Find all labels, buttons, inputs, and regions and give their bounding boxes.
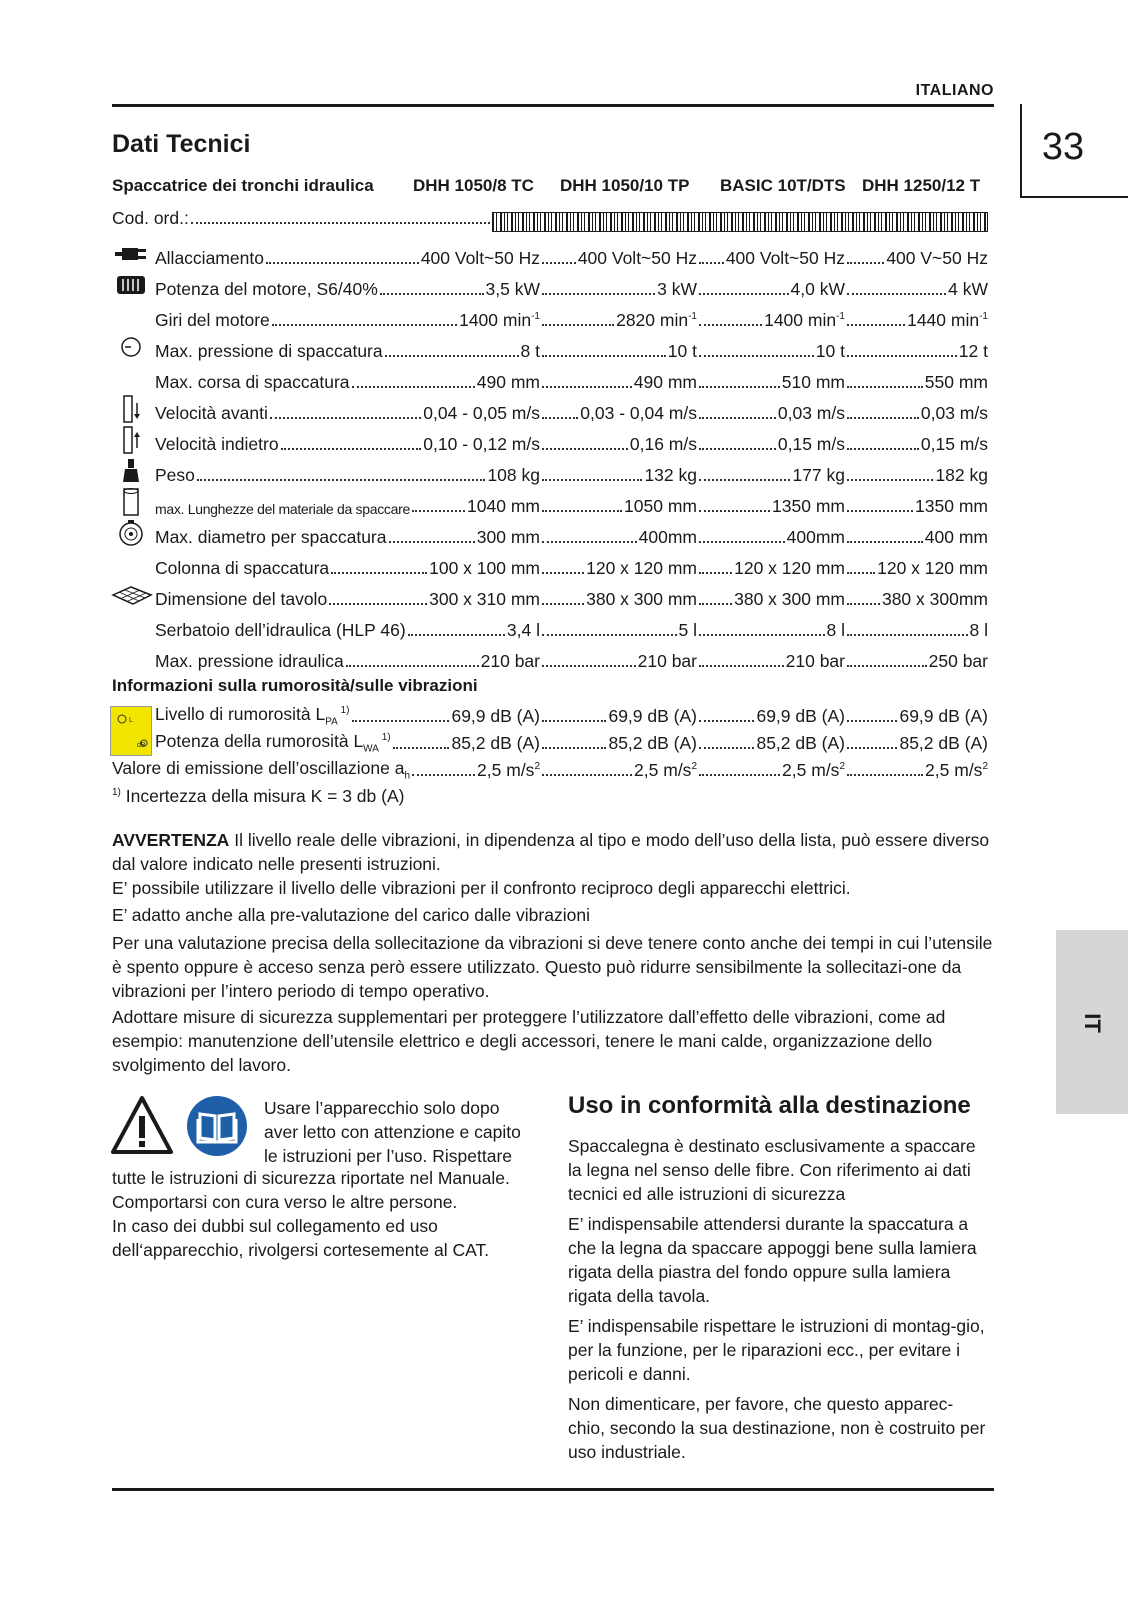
intended-use-paragraph-4: Non dimenticare, per favore, che questo apparec-chio, secondo la sua destinazione, non è costruito per uso industriale.: [568, 1394, 986, 1462]
spec-value: 3,4 l: [506, 620, 540, 640]
spec-value: 400mm: [786, 527, 845, 547]
noise-label: Valore di emissione dell’oscillazione $a_h$: [112, 757, 411, 781]
spec-value: 210 bar: [480, 651, 540, 671]
noise-value: 2,5 $m/s^2$: [477, 760, 540, 780]
spec-row: [0, 362, 1128, 393]
spec-label: Velocità avanti: [155, 403, 268, 423]
spec-label: Serbatoio dell’idraulica (HLP 46): [155, 620, 406, 640]
model-header-3: BASIC 10T/DTS: [720, 176, 846, 195]
noise-value: 85,2 dB (A): [608, 733, 697, 753]
noise-value: 85,2 dB (A): [451, 733, 540, 753]
spec-row: [0, 269, 1128, 300]
spec-value: 8 t: [520, 341, 540, 361]
spec-value: 400 Volt~50 Hz: [577, 248, 697, 268]
warning-paragraph-3: E’ adatto anche alla pre-valutazione del carico dalle vibrazioni: [112, 905, 590, 925]
noise-row: [0, 754, 1128, 781]
spec-value: 400 Volt~50 Hz: [420, 248, 540, 268]
spec-value: 108 kg: [487, 465, 540, 485]
spec-value: 210 bar: [637, 651, 697, 671]
intended-use-paragraph-3: E’ indispensabile rispettare le istruzioni di montag-gio, per la funzione, per le riparazioni ecc., per evitare i pericoli e danni.: [568, 1316, 985, 1384]
spec-value: 177 kg: [792, 465, 845, 485]
gauge-icon: [108, 331, 154, 362]
spec-value: 1400 $\min^{-1}$: [764, 310, 845, 330]
spec-row: [0, 486, 1128, 517]
spec-value: 0,10 - 0,12 m/s: [423, 434, 540, 454]
spec-value: 1440 $\min^{-1}$: [907, 310, 988, 330]
spec-value: 300 x 310 mm: [429, 589, 540, 609]
spec-value: 182 kg: [935, 465, 988, 485]
spec-value: 0,03 m/s: [777, 403, 845, 423]
spec-value: 400 V~50 Hz: [886, 248, 988, 268]
read-manual-icon: [186, 1095, 248, 1157]
noise-value: 2,5 $m/s^2$: [634, 760, 697, 780]
spec-row: [0, 393, 1128, 424]
warning-triangle-icon: [110, 1094, 174, 1156]
spec-label: Max. diametro per spaccatura: [155, 527, 387, 547]
manual-note-intro: Usare l’apparecchio solo dopo aver letto con attenzione e capito le istruzioni per l’uso. Rispettare: [264, 1098, 521, 1166]
spec-row: [0, 331, 1128, 362]
spec-value: 1350 mm: [915, 496, 988, 516]
warning-paragraph-5: Adottare misure di sicurezza supplementari per proteggere l’utilizzatore dall’effetto delle vibrazioni, come ad esempio: manutenzione dell’utensile elettrico e degli accessori, tenere le mani calde, organizzazione dello svolgimento del lavoro.: [112, 1007, 946, 1075]
weight-icon: [108, 455, 154, 486]
manual-note-body: tutte le istruzioni di sicurezza riportate nel Manuale. Comportarsi con cura verso le altre persone. In caso dei dubbi sul collegamento ed uso dell‘apparecchio, rivolgersi cortesemente al CAT.: [112, 1168, 510, 1260]
spec-value: 0,04 - 0,05 m/s: [423, 403, 540, 423]
spec-value: 8 l: [826, 620, 845, 640]
spec-value: 250 bar: [928, 651, 988, 671]
spec-value: 0,16 m/s: [629, 434, 697, 454]
log-length-icon: [108, 486, 154, 517]
spec-row: [0, 455, 1128, 486]
spec-value: 400 mm: [924, 527, 988, 547]
spec-value: 12 t: [958, 341, 988, 361]
noise-value: 2,5 $m/s^2$: [782, 760, 845, 780]
spec-value: 300 mm: [476, 527, 540, 547]
spec-label: max. Lunghezze del materiale da spaccare: [155, 501, 410, 517]
product-label: Spaccatrice dei tronchi idraulica: [112, 176, 374, 195]
spec-value: 1400 $\min^{-1}$: [459, 310, 540, 330]
plug-icon: [108, 238, 154, 269]
spec-label: Velocità indietro: [155, 434, 279, 454]
header-rule: [112, 104, 994, 107]
spec-value: 4,0 kW: [790, 279, 845, 299]
spec-value: 10 t: [667, 341, 697, 361]
spec-value: 380 x 300 mm: [586, 589, 697, 609]
noise-label: Potenza della rumorosità $L_{WA}$ $^{1)}$: [155, 730, 391, 754]
log-diameter-icon: [108, 517, 154, 548]
noise-value: 69,9 dB (A): [899, 706, 988, 726]
spec-label: Max. pressione idraulica: [155, 651, 344, 671]
page-number: 33: [1041, 126, 1085, 168]
warning-paragraph-2: E’ possibile utilizzare il livello delle vibrazioni per il confronto reciproco degli apparecchi elettrici.: [112, 878, 851, 898]
page-title: Dati Tecnici: [112, 130, 251, 158]
spec-value: 132 kg: [644, 465, 697, 485]
language-label: ITALIANO: [915, 82, 994, 99]
spec-value: 400 Volt~50 Hz: [725, 248, 845, 268]
noise-value: 85,2 dB (A): [756, 733, 845, 753]
warning-label: AVVERTENZA: [112, 830, 230, 850]
spec-row: [0, 300, 1128, 331]
language-side-tab-label: IT: [1080, 1013, 1105, 1033]
spec-value: 10 t: [815, 341, 845, 361]
spec-row: [0, 641, 1128, 672]
spec-label: Dimensione del tavolo: [155, 589, 328, 609]
arrow-down-icon: [108, 393, 154, 424]
noise-heading: Informazioni sulla rumorosità/sulle vibrazioni: [112, 676, 478, 695]
warning-paragraph-1: AVVERTENZA Il livello reale delle vibrazioni, in dipendenza al tipo e modo dell’uso della lista, può essere diverso dal valore indicato nelle presenti istruzioni.: [112, 830, 990, 874]
spec-label: Max. pressione di spaccatura: [155, 341, 383, 361]
footer-rule: [112, 1488, 994, 1491]
noise-value: 69,9 dB (A): [451, 706, 540, 726]
order-code-barcode: [492, 212, 988, 232]
cod-ord-label: Cod. ord.:: [112, 208, 189, 228]
spec-value: 1040 mm: [467, 496, 540, 516]
spec-value: 3,5 kW: [485, 279, 540, 299]
spec-label: Colonna di spaccatura: [155, 558, 330, 578]
spec-row: [0, 238, 1128, 269]
spec-value: 4 kW: [948, 279, 988, 299]
spec-label: Giri del motore: [155, 310, 270, 330]
spec-value: 3 kW: [657, 279, 697, 299]
model-header-4: DHH 1250/12 T: [862, 176, 981, 195]
svg-text:L: L: [129, 717, 133, 724]
spec-value: 380 x 300mm: [881, 589, 988, 609]
noise-row: [0, 700, 1128, 727]
footnote: $^{1)}$ Incertezza della misura K = 3 db (A): [112, 786, 405, 806]
arrow-up-icon: [108, 424, 154, 455]
spec-value: 5 l: [678, 620, 697, 640]
spec-value: 550 mm: [924, 372, 988, 392]
model-header-2: DHH 1050/10 TP: [560, 176, 690, 195]
spec-value: 100 x 100 mm: [429, 558, 540, 578]
spec-row: [0, 517, 1128, 548]
spec-value: 490 mm: [476, 372, 540, 392]
spec-value: 1050 mm: [624, 496, 697, 516]
spec-value: 380 x 300 mm: [734, 589, 845, 609]
noise-row: [0, 727, 1128, 754]
svg-text:dB: dB: [137, 742, 146, 749]
noise-value: 69,9 dB (A): [608, 706, 697, 726]
spec-value: 120 x 120 mm: [734, 558, 845, 578]
intended-use-paragraph-2: E’ indispensabile attendersi durante la spaccatura a che la legna da spaccare appoggi bene sulla lamiera rigata della piastra del fondo oppure sulla lamiera rigata della tavola.: [568, 1214, 977, 1306]
noise-label: Livello di rumorosità $L_{PA}$ $^{1)}$: [155, 703, 350, 727]
cod-ord-row: [112, 208, 492, 229]
intended-use-heading: Uso in conformità alla destinazione: [568, 1092, 971, 1119]
spec-label: Peso: [155, 465, 195, 485]
spec-value: 400mm: [638, 527, 697, 547]
spec-value: 490 mm: [633, 372, 697, 392]
spec-value: 510 mm: [781, 372, 845, 392]
spec-value: 120 x 120 mm: [586, 558, 697, 578]
spec-value: 0,15 m/s: [920, 434, 988, 454]
spec-value: 0,15 m/s: [777, 434, 845, 454]
spec-value: 1350 mm: [772, 496, 845, 516]
spec-label: Allacciamento: [155, 248, 264, 268]
spec-value: 0,03 m/s: [920, 403, 988, 423]
spec-value: 0,03 - 0,04 m/s: [580, 403, 697, 423]
noise-value: 2,5 $m/s^2$: [925, 760, 988, 780]
noise-value: 69,9 dB (A): [756, 706, 845, 726]
warning-paragraph-4: Per una valutazione precisa della sollecitazione da vibrazioni si deve tenere conto anche dei tempi in cui l’utensile è spento oppure è acceso senza però essere utilizzato. Questo può ridurre sensibilmente la sollecitazi-one da vibrazioni per l’intero periodo di tempo operativo.: [112, 933, 993, 1001]
intended-use-paragraph-1: Spaccalegna è destinato esclusivamente a spaccare la legna nel senso delle fibre. Con riferimento ai dati tecnici ed alle istruzioni di sicurezza: [568, 1136, 976, 1204]
spec-row: [0, 424, 1128, 455]
spec-value: 210 bar: [785, 651, 845, 671]
motor-icon: [108, 269, 154, 300]
noise-value: 85,2 dB (A): [899, 733, 988, 753]
spec-label: Potenza del motore, S6/40%: [155, 279, 378, 299]
spec-row: [0, 610, 1128, 641]
table-icon: [108, 579, 154, 610]
spec-row: [0, 548, 1128, 579]
spec-row: [0, 579, 1128, 610]
spec-value: 120 x 120 mm: [877, 558, 988, 578]
model-header-1: DHH 1050/8 TC: [413, 176, 534, 195]
spec-value: 2820 $\min^{-1}$: [616, 310, 697, 330]
spec-value: 8 l: [969, 620, 988, 640]
spec-label: Max. corsa di spaccatura: [155, 372, 350, 392]
